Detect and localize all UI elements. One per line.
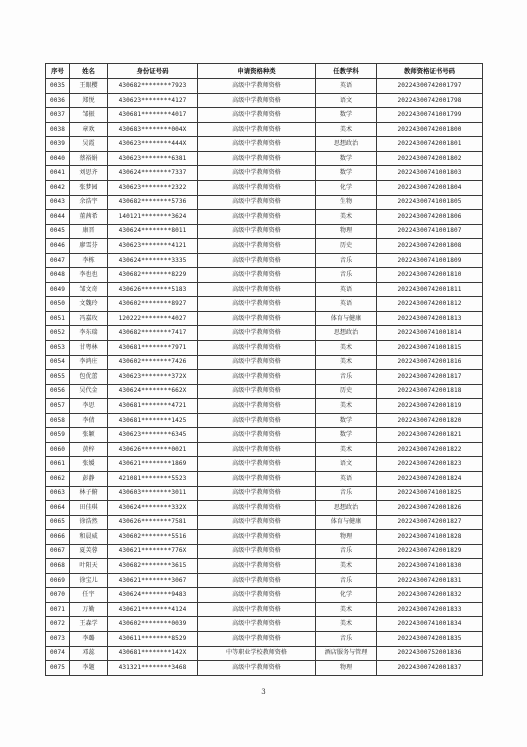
certificate-number-cell: 20224300742001837 bbox=[377, 661, 483, 676]
id-number-cell: 431321********3468 bbox=[108, 661, 198, 676]
id-number-cell: 430681********142X bbox=[108, 646, 198, 661]
id-number-cell: 430611********8529 bbox=[108, 631, 198, 646]
serial-number-cell: 0058 bbox=[46, 413, 70, 428]
table-row bbox=[46, 370, 483, 385]
name-cell: 文魏玲 bbox=[70, 297, 108, 312]
qualification-type-cell: 高级中学教师资格 bbox=[198, 413, 316, 428]
id-number-cell: 430623********444X bbox=[108, 137, 198, 152]
qualification-type-cell: 高级中学教师资格 bbox=[198, 501, 316, 516]
id-number-cell: 430681********4017 bbox=[108, 108, 198, 123]
table-row bbox=[46, 442, 483, 457]
subject-cell: 美术 bbox=[316, 617, 377, 632]
table-row bbox=[46, 602, 483, 617]
subject-cell: 历史 bbox=[316, 239, 377, 254]
serial-number-cell: 0069 bbox=[46, 573, 70, 588]
table-header-row bbox=[46, 64, 483, 79]
qualification-type-cell: 高级中学教师资格 bbox=[198, 326, 316, 341]
subject-cell: 数学 bbox=[316, 151, 377, 166]
qualification-type-cell: 高级中学教师资格 bbox=[198, 370, 316, 385]
id-number-cell: 430624********7337 bbox=[108, 166, 198, 181]
subject-cell: 语文 bbox=[316, 93, 377, 108]
name-cell: 夏芙蓉 bbox=[70, 544, 108, 559]
serial-number-cell: 0062 bbox=[46, 471, 70, 486]
table-row bbox=[46, 195, 483, 210]
name-cell: 郑悦 bbox=[70, 93, 108, 108]
certificate-number-cell: 20224300742001797 bbox=[377, 79, 483, 94]
serial-number-cell: 0065 bbox=[46, 515, 70, 530]
certificate-number-cell: 20224300741001834 bbox=[377, 617, 483, 632]
table-row bbox=[46, 588, 483, 603]
id-number-cell: 430623********4127 bbox=[108, 93, 198, 108]
certificate-number-cell: 20224300742001812 bbox=[377, 297, 483, 312]
certificate-number-cell: 20224300742001819 bbox=[377, 399, 483, 414]
page-number: 3 bbox=[261, 688, 266, 696]
table-row bbox=[46, 137, 483, 152]
serial-number-cell: 0054 bbox=[46, 355, 70, 370]
name-cell: 徐宝儿 bbox=[70, 573, 108, 588]
subject-cell: 体育与健康 bbox=[316, 311, 377, 326]
table-row bbox=[46, 341, 483, 356]
id-number-cell: 430623********4121 bbox=[108, 239, 198, 254]
serial-number-cell: 0055 bbox=[46, 370, 70, 385]
qualification-type-cell: 高级中学教师资格 bbox=[198, 471, 316, 486]
table-row bbox=[46, 355, 483, 370]
qualification-type-cell: 高级中学教师资格 bbox=[198, 181, 316, 196]
id-number-cell: 430623********372X bbox=[108, 370, 198, 385]
table-row bbox=[46, 122, 483, 137]
name-cell: 甘粤林 bbox=[70, 341, 108, 356]
id-number-cell: 421081********5523 bbox=[108, 471, 198, 486]
id-number-cell: 430682********7923 bbox=[108, 79, 198, 94]
table-row bbox=[46, 108, 483, 123]
id-number-cell: 430602********0039 bbox=[108, 617, 198, 632]
certificate-number-cell: 20224300741001825 bbox=[377, 486, 483, 501]
teacher-certificate-table bbox=[45, 63, 483, 676]
name-cell: 张媛 bbox=[70, 457, 108, 472]
subject-cell: 美术 bbox=[316, 355, 377, 370]
serial-number-cell: 0064 bbox=[46, 501, 70, 516]
certificate-number-cell: 20224300742001811 bbox=[377, 282, 483, 297]
certificate-number-cell: 20224300741001814 bbox=[377, 326, 483, 341]
certificate-number-cell: 20224300742001826 bbox=[377, 501, 483, 516]
qualification-type-cell: 高级中学教师资格 bbox=[198, 282, 316, 297]
subject-cell: 英语 bbox=[316, 282, 377, 297]
name-cell: 包优蕾 bbox=[70, 370, 108, 385]
serial-number-cell: 0036 bbox=[46, 93, 70, 108]
id-number-cell: 430683********004X bbox=[108, 122, 198, 137]
subject-cell: 英语 bbox=[316, 79, 377, 94]
certificate-number-cell: 20224300742001808 bbox=[377, 239, 483, 254]
qualification-type-cell: 高级中学教师资格 bbox=[198, 253, 316, 268]
name-cell: 王森学 bbox=[70, 617, 108, 632]
serial-number-cell: 0061 bbox=[46, 457, 70, 472]
subject-cell: 音乐 bbox=[316, 268, 377, 283]
id-number-cell: 430682********8229 bbox=[108, 268, 198, 283]
certificate-number-cell: 20224300742001824 bbox=[377, 471, 483, 486]
id-number-cell: 140121********3624 bbox=[108, 210, 198, 225]
subject-cell: 数学 bbox=[316, 428, 377, 443]
certificate-number-cell: 20224300741001828 bbox=[377, 530, 483, 545]
qualification-type-cell: 高级中学教师资格 bbox=[198, 661, 316, 676]
table-row bbox=[46, 210, 483, 225]
table-row bbox=[46, 297, 483, 312]
serial-number-cell: 0072 bbox=[46, 617, 70, 632]
table-row bbox=[46, 573, 483, 588]
name-cell: 任宇 bbox=[70, 588, 108, 603]
qualification-type-cell: 高级中学教师资格 bbox=[198, 239, 316, 254]
table-row bbox=[46, 471, 483, 486]
name-cell: 张颖 bbox=[70, 428, 108, 443]
certificate-number-cell: 20224300742001801 bbox=[377, 137, 483, 152]
table-row bbox=[46, 384, 483, 399]
table-row bbox=[46, 253, 483, 268]
header-id-number: 身份证号码 bbox=[108, 64, 198, 79]
id-number-cell: 430623********2322 bbox=[108, 181, 198, 196]
table-row bbox=[46, 282, 483, 297]
qualification-type-cell: 高级中学教师资格 bbox=[198, 588, 316, 603]
subject-cell: 历史 bbox=[316, 384, 377, 399]
table-row bbox=[46, 268, 483, 283]
subject-cell: 数学 bbox=[316, 413, 377, 428]
table-body bbox=[46, 79, 483, 675]
id-number-cell: 430626********0021 bbox=[108, 442, 198, 457]
name-cell: 林子俯 bbox=[70, 486, 108, 501]
subject-cell: 化学 bbox=[316, 181, 377, 196]
qualification-type-cell: 高级中学教师资格 bbox=[198, 79, 316, 94]
serial-number-cell: 0059 bbox=[46, 428, 70, 443]
name-cell: 董茜希 bbox=[70, 210, 108, 225]
certificate-number-cell: 20224300741001807 bbox=[377, 224, 483, 239]
name-cell: 张梦园 bbox=[70, 181, 108, 196]
certificate-number-cell: 20224300742001832 bbox=[377, 588, 483, 603]
serial-number-cell: 0039 bbox=[46, 137, 70, 152]
certificate-number-cell: 20224300742001806 bbox=[377, 210, 483, 225]
name-cell: 李鸿庄 bbox=[70, 355, 108, 370]
qualification-type-cell: 高级中学教师资格 bbox=[198, 137, 316, 152]
serial-number-cell: 0057 bbox=[46, 399, 70, 414]
name-cell: 刘思齐 bbox=[70, 166, 108, 181]
table-row bbox=[46, 661, 483, 676]
certificate-number-cell: 20224300742001831 bbox=[377, 573, 483, 588]
id-number-cell: 430603********3011 bbox=[108, 486, 198, 501]
certificate-number-cell: 20224300742001798 bbox=[377, 93, 483, 108]
qualification-type-cell: 高级中学教师资格 bbox=[198, 530, 316, 545]
table-row bbox=[46, 515, 483, 530]
serial-number-cell: 0071 bbox=[46, 602, 70, 617]
table-row bbox=[46, 311, 483, 326]
id-number-cell: 430624********662X bbox=[108, 384, 198, 399]
qualification-type-cell: 高级中学教师资格 bbox=[198, 457, 316, 472]
certificate-number-cell: 20224300742001813 bbox=[377, 311, 483, 326]
qualification-type-cell: 高级中学教师资格 bbox=[198, 341, 316, 356]
qualification-type-cell: 高级中学教师资格 bbox=[198, 428, 316, 443]
id-number-cell: 430621********1869 bbox=[108, 457, 198, 472]
certificate-number-cell: 20224300752001836 bbox=[377, 646, 483, 661]
qualification-type-cell: 高级中学教师资格 bbox=[198, 108, 316, 123]
table-row bbox=[46, 617, 483, 632]
id-number-cell: 430682********5736 bbox=[108, 195, 198, 210]
certificate-number-cell: 20224300742001802 bbox=[377, 151, 483, 166]
subject-cell: 音乐 bbox=[316, 544, 377, 559]
header-certificate-number: 教师资格证书号码 bbox=[377, 64, 483, 79]
name-cell: 邹振 bbox=[70, 108, 108, 123]
qualification-type-cell: 高级中学教师资格 bbox=[198, 224, 316, 239]
certificate-number-cell: 20224300742001822 bbox=[377, 442, 483, 457]
id-number-cell: 430602********8927 bbox=[108, 297, 198, 312]
name-cell: 李也也 bbox=[70, 268, 108, 283]
subject-cell: 音乐 bbox=[316, 486, 377, 501]
qualification-type-cell: 高级中学教师资格 bbox=[198, 442, 316, 457]
serial-number-cell: 0042 bbox=[46, 181, 70, 196]
qualification-type-cell: 高级中学教师资格 bbox=[198, 573, 316, 588]
serial-number-cell: 0074 bbox=[46, 646, 70, 661]
header-name: 姓名 bbox=[70, 64, 108, 79]
table-row bbox=[46, 79, 483, 94]
name-cell: 邓蕊 bbox=[70, 646, 108, 661]
qualification-type-cell: 高级中学教师资格 bbox=[198, 210, 316, 225]
subject-cell: 酒店服务与管理 bbox=[316, 646, 377, 661]
serial-number-cell: 0047 bbox=[46, 253, 70, 268]
qualification-type-cell: 高级中学教师资格 bbox=[198, 617, 316, 632]
serial-number-cell: 0063 bbox=[46, 486, 70, 501]
serial-number-cell: 0048 bbox=[46, 268, 70, 283]
certificate-number-cell: 20224300742001816 bbox=[377, 355, 483, 370]
serial-number-cell: 0073 bbox=[46, 631, 70, 646]
certificate-number-cell: 20224300742001827 bbox=[377, 515, 483, 530]
id-number-cell: 430682********3615 bbox=[108, 559, 198, 574]
subject-cell: 物理 bbox=[316, 530, 377, 545]
table-row bbox=[46, 181, 483, 196]
qualification-type-cell: 高级中学教师资格 bbox=[198, 195, 316, 210]
certificate-number-cell: 20224300741001815 bbox=[377, 341, 483, 356]
serial-number-cell: 0070 bbox=[46, 588, 70, 603]
table-row bbox=[46, 631, 483, 646]
table-row bbox=[46, 93, 483, 108]
table-row bbox=[46, 501, 483, 516]
certificate-number-cell: 20224300741001799 bbox=[377, 108, 483, 123]
id-number-cell: 430621********4124 bbox=[108, 602, 198, 617]
serial-number-cell: 0067 bbox=[46, 544, 70, 559]
header-serial-number: 序号 bbox=[46, 64, 70, 79]
certificate-number-cell: 20224300741001809 bbox=[377, 253, 483, 268]
certificate-number-cell: 20224300742001833 bbox=[377, 602, 483, 617]
subject-cell: 美术 bbox=[316, 442, 377, 457]
id-number-cell: 430624********9483 bbox=[108, 588, 198, 603]
name-cell: 邹文奇 bbox=[70, 282, 108, 297]
table-row bbox=[46, 413, 483, 428]
qualification-type-cell: 高级中学教师资格 bbox=[198, 559, 316, 574]
serial-number-cell: 0052 bbox=[46, 326, 70, 341]
qualification-type-cell: 高级中学教师资格 bbox=[198, 122, 316, 137]
id-number-cell: 430681********1425 bbox=[108, 413, 198, 428]
qualification-type-cell: 高级中学教师资格 bbox=[198, 297, 316, 312]
certificate-number-cell: 20224300741001803 bbox=[377, 166, 483, 181]
certificate-number-cell: 20224300741001830 bbox=[377, 559, 483, 574]
id-number-cell: 430602********7426 bbox=[108, 355, 198, 370]
serial-number-cell: 0044 bbox=[46, 210, 70, 225]
table-row bbox=[46, 486, 483, 501]
name-cell: 冯嘉玫 bbox=[70, 311, 108, 326]
certificate-number-cell: 20224300742001800 bbox=[377, 122, 483, 137]
table-row bbox=[46, 530, 483, 545]
table-row bbox=[46, 239, 483, 254]
table-row bbox=[46, 151, 483, 166]
serial-number-cell: 0060 bbox=[46, 442, 70, 457]
subject-cell: 体育与健康 bbox=[316, 515, 377, 530]
name-cell: 李题 bbox=[70, 661, 108, 676]
name-cell: 李倩 bbox=[70, 413, 108, 428]
subject-cell: 美术 bbox=[316, 210, 377, 225]
qualification-type-cell: 高级中学教师资格 bbox=[198, 544, 316, 559]
serial-number-cell: 0068 bbox=[46, 559, 70, 574]
id-number-cell: 430682********7417 bbox=[108, 326, 198, 341]
name-cell: 万勤 bbox=[70, 602, 108, 617]
name-cell: 王眼樱 bbox=[70, 79, 108, 94]
table-row bbox=[46, 399, 483, 414]
subject-cell: 思想政治 bbox=[316, 137, 377, 152]
serial-number-cell: 0053 bbox=[46, 341, 70, 356]
subject-cell: 音乐 bbox=[316, 253, 377, 268]
certificate-number-cell: 20224300742001829 bbox=[377, 544, 483, 559]
subject-cell: 物理 bbox=[316, 661, 377, 676]
serial-number-cell: 0050 bbox=[46, 297, 70, 312]
table-row bbox=[46, 166, 483, 181]
name-cell: 李栋 bbox=[70, 253, 108, 268]
subject-cell: 美术 bbox=[316, 122, 377, 137]
id-number-cell: 430623********6381 bbox=[108, 151, 198, 166]
id-number-cell: 430621********776X bbox=[108, 544, 198, 559]
serial-number-cell: 0035 bbox=[46, 79, 70, 94]
name-cell: 余浩宇 bbox=[70, 195, 108, 210]
subject-cell: 生物 bbox=[316, 195, 377, 210]
name-cell: 康晋 bbox=[70, 224, 108, 239]
subject-cell: 音乐 bbox=[316, 631, 377, 646]
name-cell: 和晨威 bbox=[70, 530, 108, 545]
name-cell: 田佳琪 bbox=[70, 501, 108, 516]
name-cell: 章欢 bbox=[70, 122, 108, 137]
qualification-type-cell: 高级中学教师资格 bbox=[198, 355, 316, 370]
name-cell: 吴霞 bbox=[70, 137, 108, 152]
qualification-type-cell: 高级中学教师资格 bbox=[198, 151, 316, 166]
subject-cell: 美术 bbox=[316, 602, 377, 617]
name-cell: 叶阳天 bbox=[70, 559, 108, 574]
qualification-type-cell: 高级中学教师资格 bbox=[198, 166, 316, 181]
certificate-number-cell: 20224300742001820 bbox=[377, 413, 483, 428]
subject-cell: 思想政治 bbox=[316, 326, 377, 341]
serial-number-cell: 0040 bbox=[46, 151, 70, 166]
certificate-number-cell: 20224300742001817 bbox=[377, 370, 483, 385]
name-cell: 彭静 bbox=[70, 471, 108, 486]
name-cell: 吴代金 bbox=[70, 384, 108, 399]
serial-number-cell: 0037 bbox=[46, 108, 70, 123]
subject-cell: 思想政治 bbox=[316, 501, 377, 516]
table-row bbox=[46, 559, 483, 574]
serial-number-cell: 0066 bbox=[46, 530, 70, 545]
table-row bbox=[46, 224, 483, 239]
serial-number-cell: 0041 bbox=[46, 166, 70, 181]
id-number-cell: 430624********332X bbox=[108, 501, 198, 516]
qualification-type-cell: 高级中学教师资格 bbox=[198, 93, 316, 108]
subject-cell: 语文 bbox=[316, 457, 377, 472]
serial-number-cell: 0043 bbox=[46, 195, 70, 210]
table-row bbox=[46, 428, 483, 443]
serial-number-cell: 0045 bbox=[46, 224, 70, 239]
id-number-cell: 430624********3335 bbox=[108, 253, 198, 268]
table-row bbox=[46, 646, 483, 661]
id-number-cell: 430681********4721 bbox=[108, 399, 198, 414]
certificate-number-cell: 20224300742001821 bbox=[377, 428, 483, 443]
id-number-cell: 430624********8011 bbox=[108, 224, 198, 239]
name-cell: 李璐 bbox=[70, 631, 108, 646]
id-number-cell: 430626********7581 bbox=[108, 515, 198, 530]
id-number-cell: 430681********7971 bbox=[108, 341, 198, 356]
id-number-cell: 120222********4027 bbox=[108, 311, 198, 326]
certificate-number-cell: 20224300742001835 bbox=[377, 631, 483, 646]
certificate-number-cell: 20224300741001805 bbox=[377, 195, 483, 210]
id-number-cell: 430626********5183 bbox=[108, 282, 198, 297]
subject-cell: 英语 bbox=[316, 471, 377, 486]
name-cell: 黄梓 bbox=[70, 442, 108, 457]
header-subject: 任教学科 bbox=[316, 64, 377, 79]
subject-cell: 音乐 bbox=[316, 573, 377, 588]
qualification-type-cell: 高级中学教师资格 bbox=[198, 486, 316, 501]
qualification-type-cell: 高级中学教师资格 bbox=[198, 399, 316, 414]
id-number-cell: 430623********6345 bbox=[108, 428, 198, 443]
id-number-cell: 430602********5516 bbox=[108, 530, 198, 545]
table-row bbox=[46, 457, 483, 472]
qualification-type-cell: 高级中学教师资格 bbox=[198, 384, 316, 399]
subject-cell: 英语 bbox=[316, 297, 377, 312]
serial-number-cell: 0046 bbox=[46, 239, 70, 254]
certificate-number-cell: 20224300742001823 bbox=[377, 457, 483, 472]
serial-number-cell: 0075 bbox=[46, 661, 70, 676]
table-row bbox=[46, 326, 483, 341]
certificate-number-cell: 20224300742001818 bbox=[377, 384, 483, 399]
subject-cell: 美术 bbox=[316, 399, 377, 414]
qualification-type-cell: 中等职业学校教师资格 bbox=[198, 646, 316, 661]
subject-cell: 物理 bbox=[316, 224, 377, 239]
table-row bbox=[46, 544, 483, 559]
qualification-type-cell: 高级中学教师资格 bbox=[198, 268, 316, 283]
subject-cell: 音乐 bbox=[316, 370, 377, 385]
qualification-type-cell: 高级中学教师资格 bbox=[198, 515, 316, 530]
id-number-cell: 430621********3067 bbox=[108, 573, 198, 588]
subject-cell: 数学 bbox=[316, 108, 377, 123]
serial-number-cell: 0056 bbox=[46, 384, 70, 399]
subject-cell: 数学 bbox=[316, 166, 377, 181]
name-cell: 徐浩然 bbox=[70, 515, 108, 530]
name-cell: 李东瑞 bbox=[70, 326, 108, 341]
qualification-type-cell: 高级中学教师资格 bbox=[198, 602, 316, 617]
name-cell: 蔡裕娟 bbox=[70, 151, 108, 166]
subject-cell: 美术 bbox=[316, 341, 377, 356]
serial-number-cell: 0038 bbox=[46, 122, 70, 137]
serial-number-cell: 0051 bbox=[46, 311, 70, 326]
subject-cell: 美术 bbox=[316, 559, 377, 574]
qualification-type-cell: 高级中学教师资格 bbox=[198, 311, 316, 326]
name-cell: 李思 bbox=[70, 399, 108, 414]
certificate-number-cell: 20224300742001810 bbox=[377, 268, 483, 283]
header-qualification-type: 申请资格种类 bbox=[198, 64, 316, 79]
qualification-type-cell: 高级中学教师资格 bbox=[198, 631, 316, 646]
subject-cell: 化学 bbox=[316, 588, 377, 603]
name-cell: 廖雪芬 bbox=[70, 239, 108, 254]
serial-number-cell: 0049 bbox=[46, 282, 70, 297]
certificate-number-cell: 20224300742001804 bbox=[377, 181, 483, 196]
